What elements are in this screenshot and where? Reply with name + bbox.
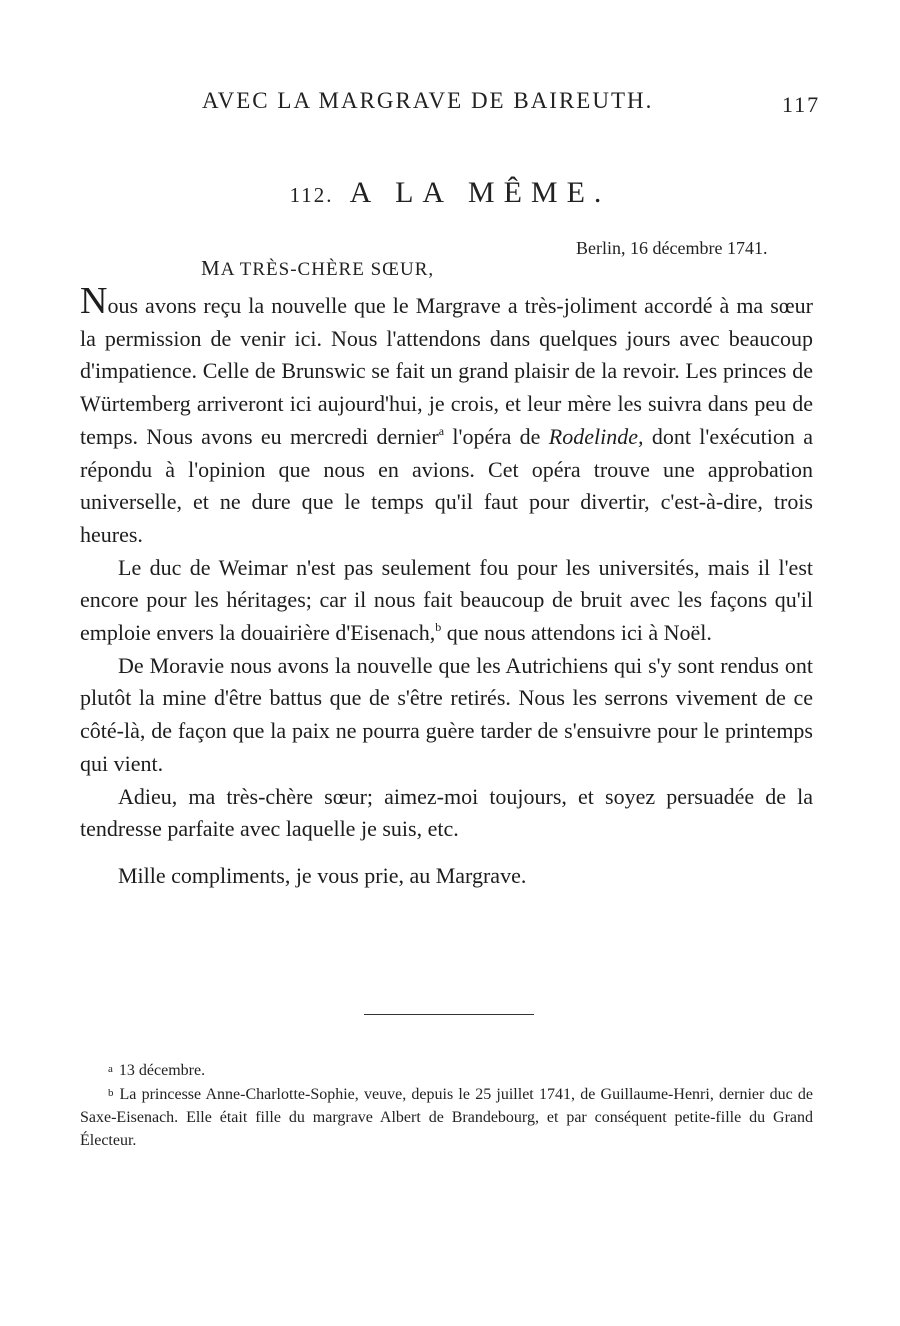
paragraph-3: De Moravie nous avons la nouvelle que les Autrichiens qui s'y sont rendus ont plutôt la mine d'être battus que de s'être retirés. Nous les serrons vivement de ce côté-là, de façon que la paix ne pourra guère tarder de s'ensuivre pour le printemps qui vient. bbox=[80, 652, 813, 776]
paragraph-4: Adieu, ma très-chère sœur; aimez-moi toujours, et soyez persuadée de la tendresse parfaite avec laquelle je suis, etc. bbox=[80, 783, 813, 842]
letter-heading bbox=[0, 176, 900, 210]
salutation-initial: M bbox=[201, 256, 221, 280]
letter-number: 112. bbox=[289, 183, 334, 207]
footnote-marker: a bbox=[108, 1063, 113, 1075]
footnote-text: 13 décembre. bbox=[118, 1062, 206, 1079]
running-title: AVEC LA MARGRAVE DE BAIREUTH. bbox=[202, 88, 654, 113]
letter-title: A LA MÊME. bbox=[349, 176, 611, 209]
dateline: Berlin, 16 décembre 1741. bbox=[576, 238, 768, 258]
section-divider bbox=[364, 1014, 534, 1015]
drop-cap: N bbox=[80, 280, 108, 322]
paragraph-text: dont l'exécution a répondu à l'opinion que nous en avions. Cet opéra trouve une approbation universelle, et ne dure que le temps qu'il faut pour divertir, c'est-à-dire, trois heures. bbox=[80, 423, 813, 547]
paragraph-text: Le duc de Weimar n'est pas seulement fou pour les universités, mais il l'est encore pour les héritages; car il nous fait beaucoup de bruit avec les façons qu'il emploie envers la douairière d'Eisenach, bbox=[80, 554, 813, 646]
page-number: 117 bbox=[782, 92, 821, 117]
salutation bbox=[201, 256, 434, 281]
paragraph-text: ous avons reçu la nouvelle que le Margrave a très-joliment accordé à ma sœur la permission de venir ici. Nous l'attendons dans quelques jours avec beaucoup d'impatience. Celle de Brunswic se fait un grand plaisir de la revoir. Les princes de Würtemberg arriveront ici aujourd'hui, je crois, et leur mère les suivra dans peu de temps. Nous avons eu mercredi dernier bbox=[80, 293, 813, 449]
footnote-ref-b: b bbox=[435, 620, 442, 635]
footnote-text: La princesse Anne-Charlotte-Sophie, veuve, depuis le 25 juillet 1741, de Guillaume-Henri, dernier duc de Saxe-Eisenach. Elle était fille du margrave Albert de Brandebourg, et par conséquent petite-fille du Grand Électeur. bbox=[80, 1086, 813, 1149]
footnote-b bbox=[80, 1082, 813, 1152]
paragraph-5: Mille compliments, je vous prie, au Margrave. bbox=[118, 862, 527, 888]
footnote-marker: b bbox=[108, 1087, 114, 1099]
paragraph-1 bbox=[80, 280, 813, 552]
footnote-ref-a: a bbox=[438, 423, 445, 438]
paragraph-text: l'opéra de bbox=[444, 423, 549, 449]
salutation-text: A TRÈS-CHÈRE SŒUR, bbox=[220, 259, 435, 280]
paragraph-2 bbox=[80, 552, 813, 650]
opera-title: Rodelinde, bbox=[548, 423, 644, 449]
footnotes bbox=[80, 1058, 813, 1152]
footnote-a bbox=[80, 1058, 813, 1082]
letter-body bbox=[80, 280, 813, 893]
paragraph-text: que nous attendons ici à Noël. bbox=[441, 620, 712, 646]
